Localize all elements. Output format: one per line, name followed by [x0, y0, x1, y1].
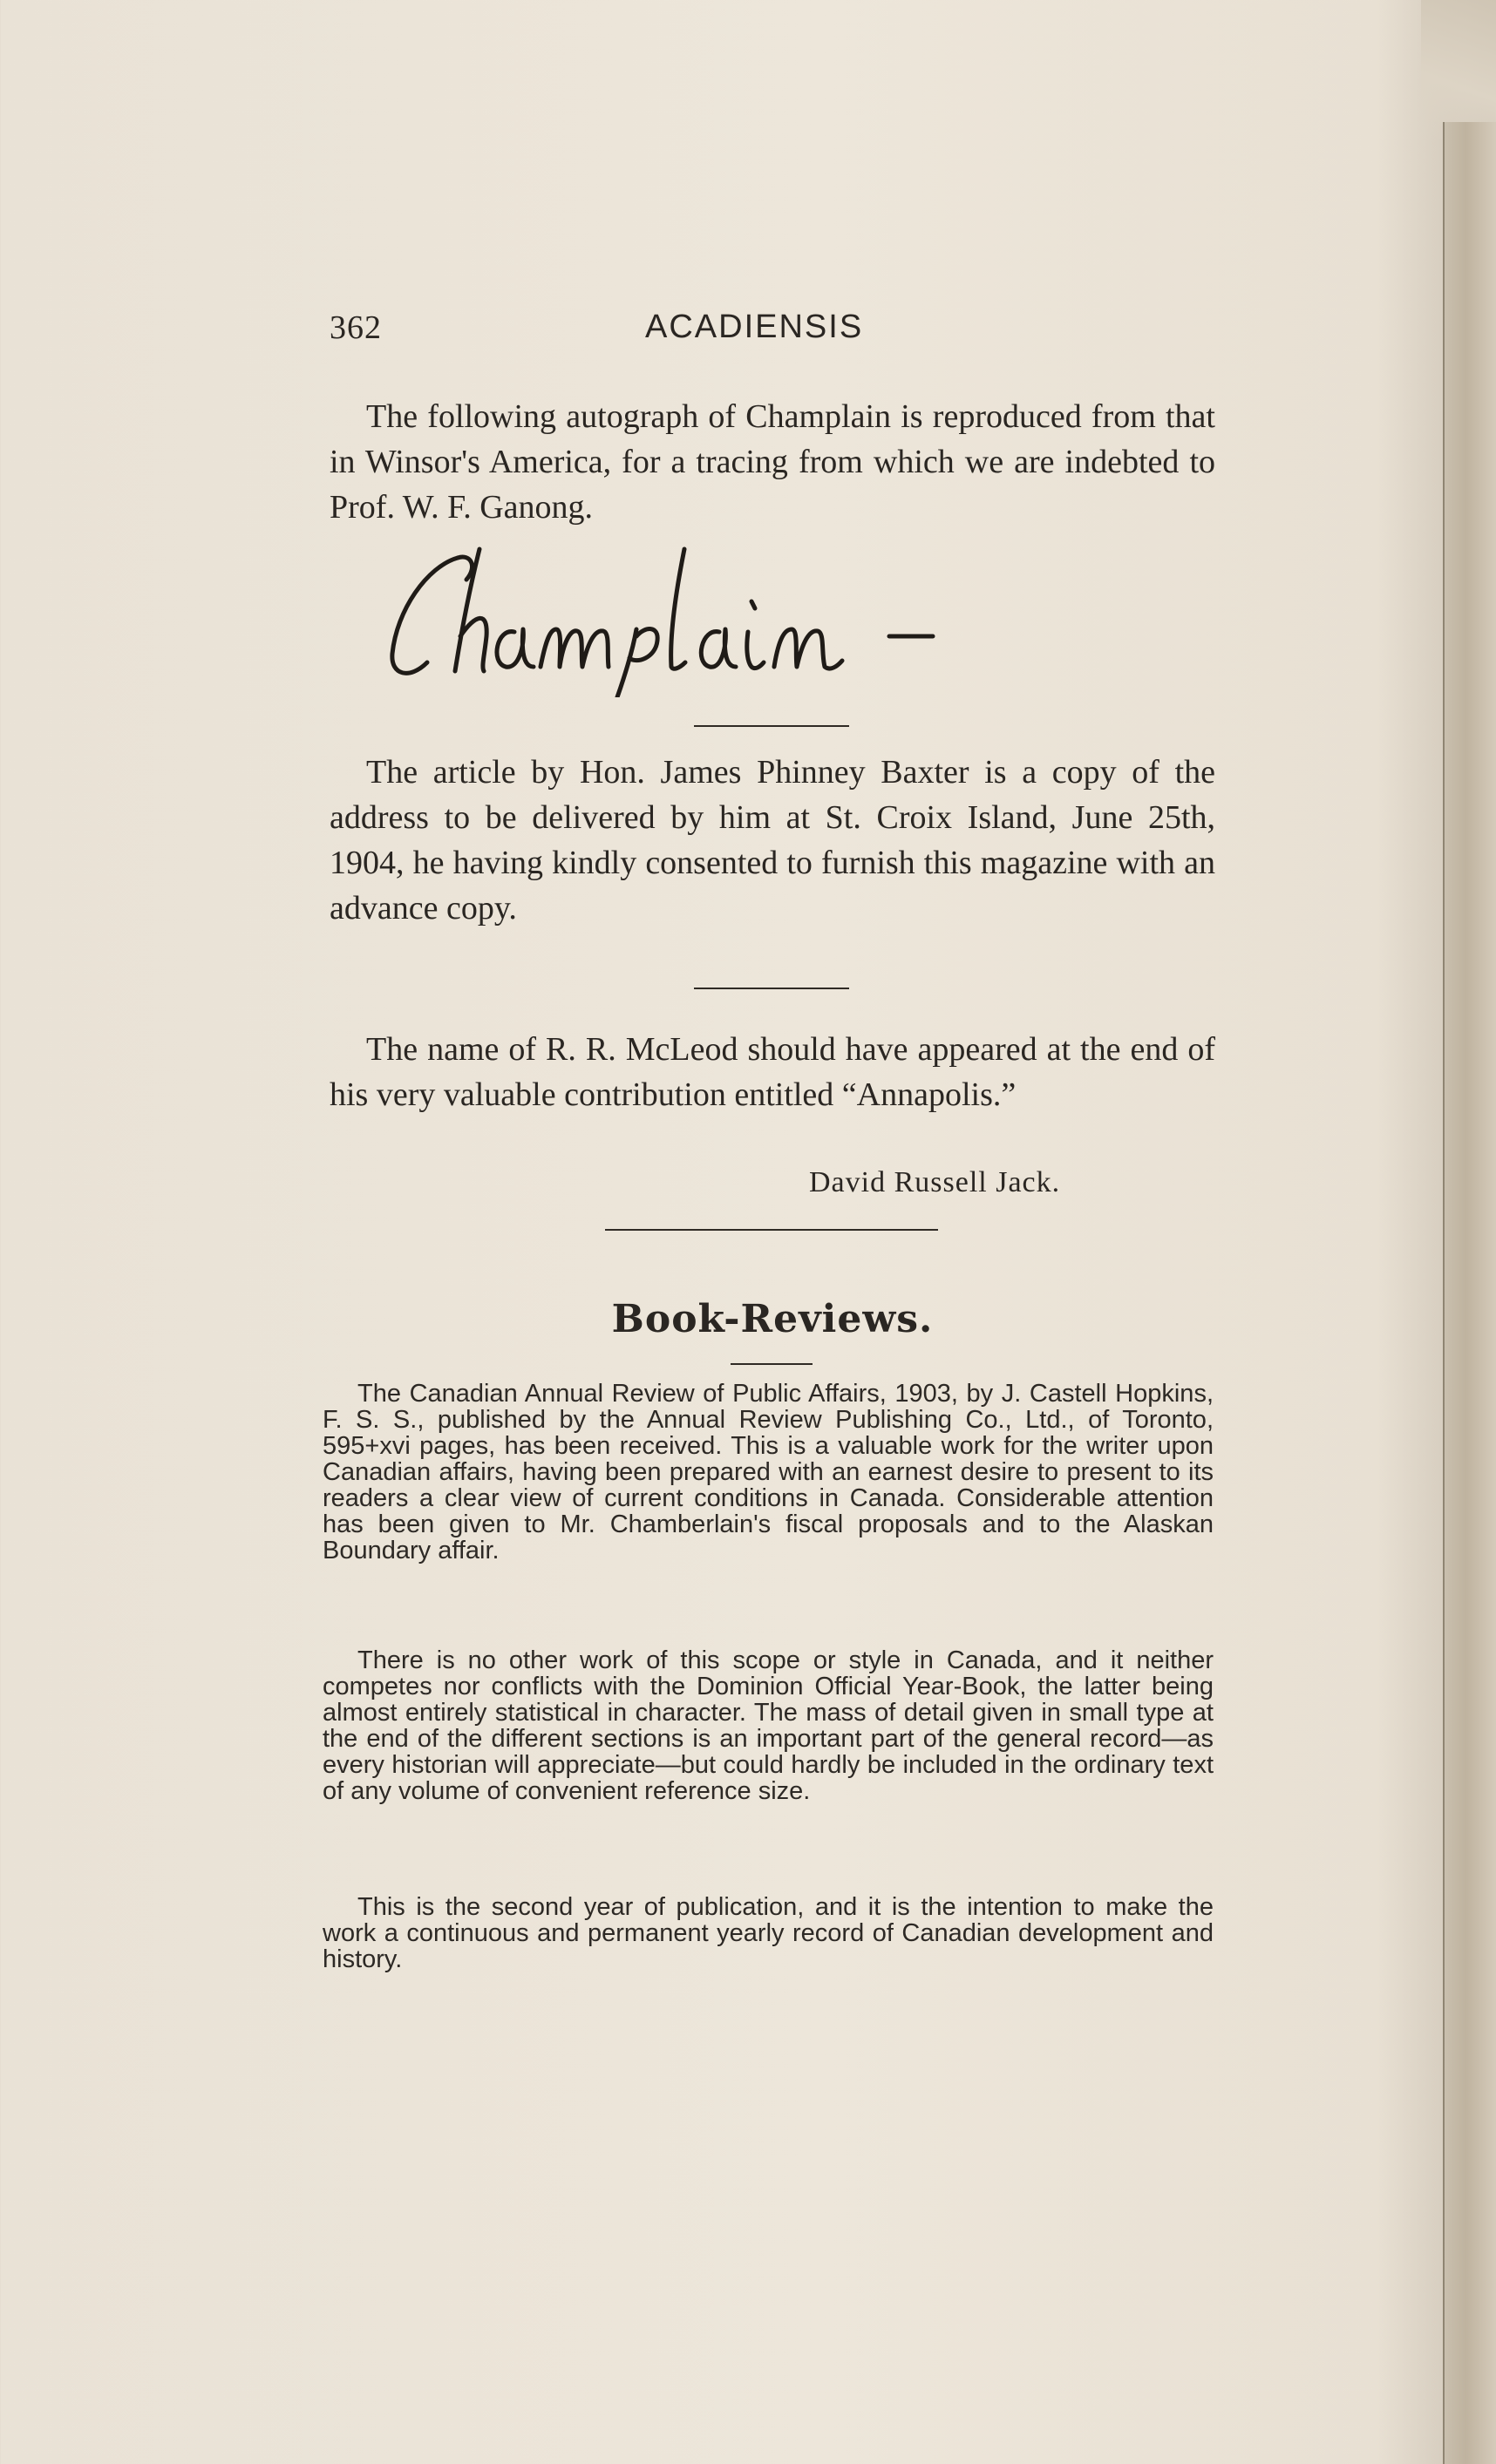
autograph-intro-paragraph: The following autograph of Champlain is reproduced from that in Winsor's America, for a tracing from which we are indebted to Prof. W. F. Ganong.	[330, 398, 1215, 526]
editor-signature-credit: David Russell Jack.	[809, 1166, 1061, 1198]
page-edge-shadow	[1421, 0, 1496, 139]
book-reviews-heading: Book-Reviews.	[611, 1297, 934, 1341]
page-header	[330, 305, 1166, 357]
section-divider	[605, 1229, 938, 1231]
running-head: ACADIENSIS	[645, 309, 864, 345]
review-paragraph: The Canadian Annual Review of Public Affairs, 1903, by J. Castell Hopkins, F. S. S., published by the Annual Review Publishing Co., Ltd., of Toronto, 595+xvi pages, has been received. This is a valuable work for the writer upon Canadian affairs, having been prepared with an earnest desire to present to its readers a clear view of current conditions in Canada. Considerable attention has been given to Mr. Chamberlain's fiscal proposals and to the Alaskan Boundary affair.	[323, 1380, 1214, 1565]
page-number: 362	[330, 309, 382, 346]
heading-underline	[731, 1363, 813, 1365]
section-divider	[694, 988, 849, 989]
next-page-edge	[1443, 122, 1496, 2464]
section-divider	[694, 725, 849, 727]
review-paragraph: There is no other work of this scope or style in Canada, and it neither competes nor conflicts with the Dominion Official Year-Book, the latter being almost entirely statistical in character. The mass of detail given in small type at the end of the different sections is an important part of the general record—as every historian will appreciate—but could hardly be included in the ordinary text of any volume of convenient reference size.	[323, 1646, 1214, 1805]
mcleod-note-paragraph: The name of R. R. McLeod should have appeared at the end of his very valuable contribution entitled “Annapolis.”	[330, 1031, 1215, 1113]
baxter-note-paragraph: The article by Hon. James Phinney Baxter is a copy of the address to be delivered by him at St. Croix Island, June 25th, 1904, he having kindly consented to furnish this magazine with an advance copy.	[330, 754, 1215, 927]
champlain-signature	[375, 532, 1159, 697]
review-paragraph: This is the second year of publication, and it is the intention to make the work a continuous and permanent yearly record of Canadian development and history.	[323, 1893, 1214, 1973]
